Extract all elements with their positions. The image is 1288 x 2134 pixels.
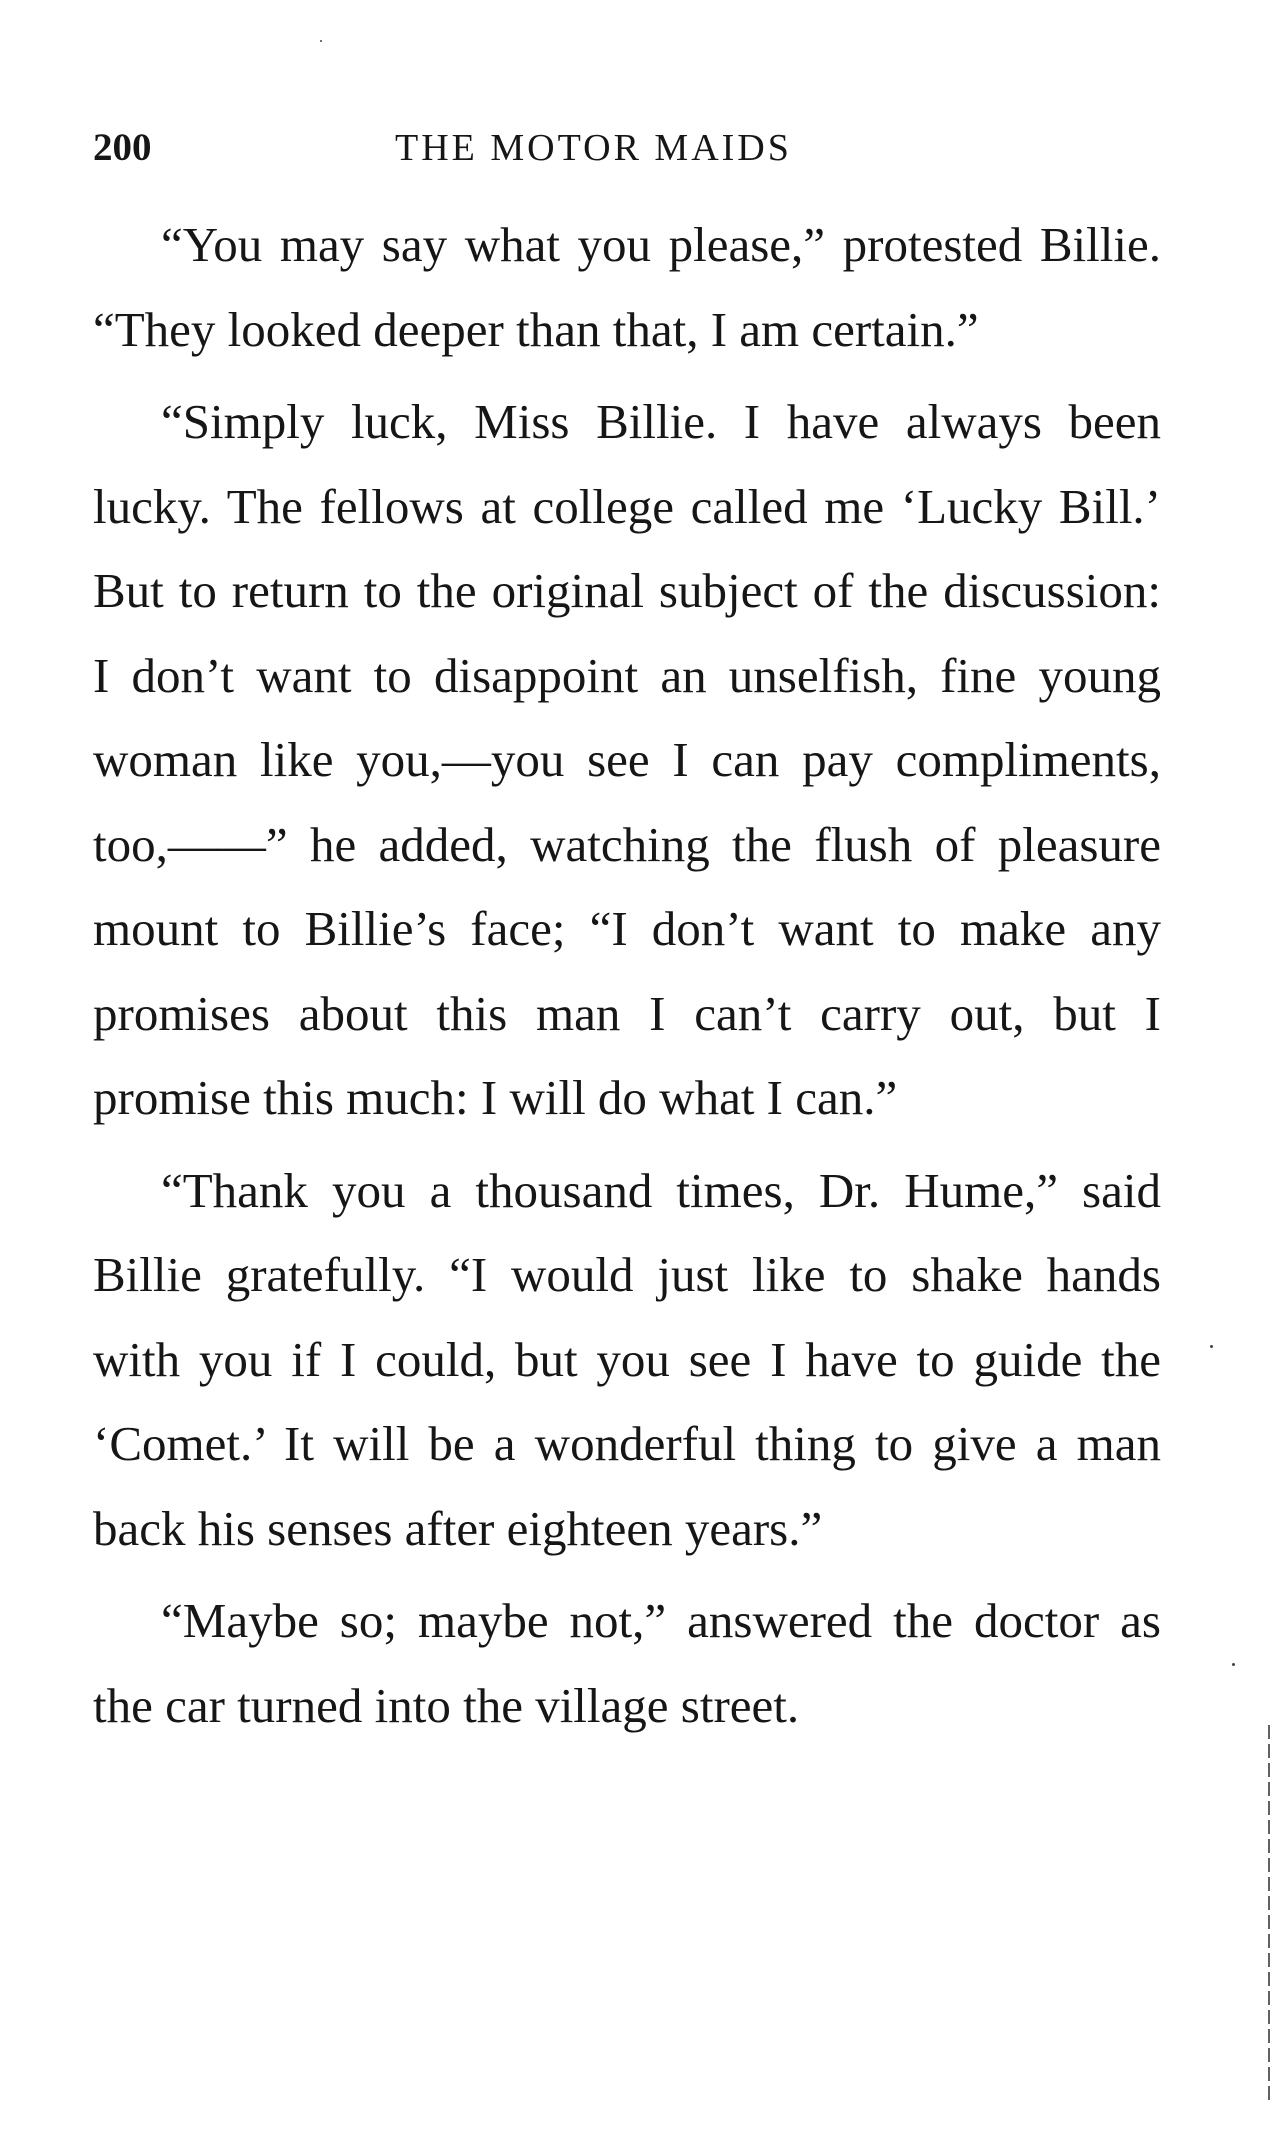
running-title: THE MOTOR MAIDS bbox=[395, 127, 792, 169]
running-head bbox=[93, 118, 1163, 178]
paragraph: “Simply luck, Miss Billie. I have always been lucky. The fellows at college called me ‘Lucky Bill.’ But to return to the original subject of the discussion: I don’t want to disappoint an unselfish, fine young woman like you,—you see I can pay compliments, too,——” he added, watching the flush of pleasure mount to Billie’s face; “I don’t want to make any promises about this man I can’t carry out, but I promise this much: I will do what I can.” bbox=[93, 394, 1161, 1125]
paper-speck bbox=[1232, 1663, 1235, 1666]
body-text bbox=[93, 203, 1161, 1748]
paper-speck bbox=[1210, 1345, 1213, 1348]
page-number: 200 bbox=[93, 126, 152, 169]
paragraph: “You may say what you please,” protested Billie. “They looked deeper than that, I am certain.” bbox=[93, 217, 1161, 357]
paragraph: “Maybe so; maybe not,” answered the doctor as the car turned into the village street. bbox=[93, 1593, 1161, 1733]
paragraph: “Thank you a thousand times, Dr. Hume,” said Billie gratefully. “I would just like to shake hands with you if I could, but you see I have to guide the ‘Comet.’ It will be a wonderful thing to give a man back his senses after eighteen years.” bbox=[93, 1162, 1161, 1556]
page-edge-shadow bbox=[1268, 1725, 1270, 2105]
paper-speck bbox=[320, 40, 322, 42]
